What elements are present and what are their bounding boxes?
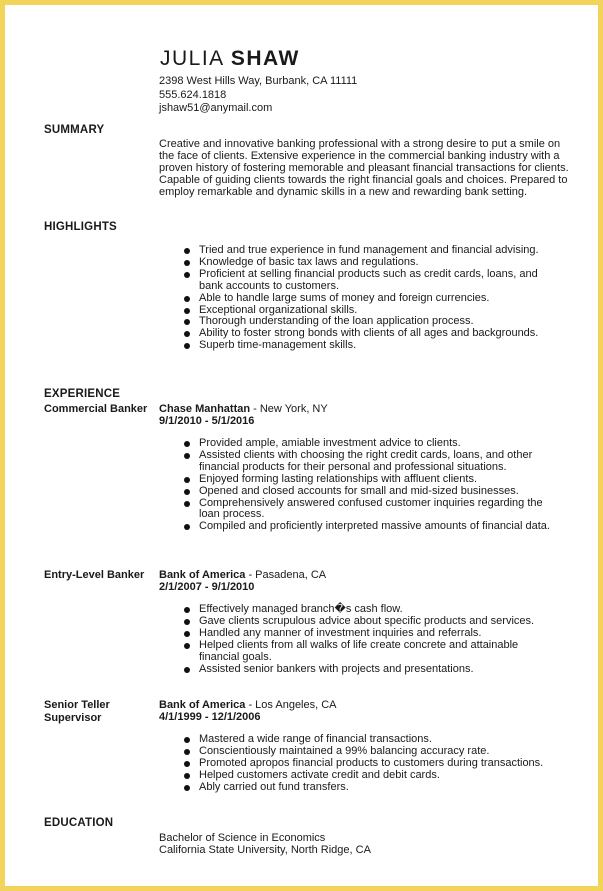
last-name: SHAW (230, 47, 300, 70)
job-duties-list (181, 734, 559, 794)
list-item: Compiled and proficiently interpreted massive amounts of financial data. (181, 521, 559, 533)
phone: 555.624.1818 (159, 88, 227, 101)
company-name: Bank of America (159, 569, 246, 581)
company-name: Bank of America (159, 699, 246, 711)
job-dates: 9/1/2010 - 5/1/2016 (159, 415, 255, 427)
list-item: Knowledge of basic tax laws and regulations. (181, 257, 559, 269)
highlights-heading: HIGHLIGHTS (44, 221, 117, 233)
job-location: - New York, NY (250, 403, 328, 415)
job-title: Entry-Level Banker (44, 569, 145, 581)
email: jshaw51@anymail.com (159, 102, 273, 114)
list-item: Tried and true experience in fund management and financial advising. (181, 245, 559, 257)
list-item: Proficient at selling financial products such as credit cards, loans, and bank accounts to customers. (181, 269, 559, 293)
list-item: Able to handle large sums of money and foreign currencies. (181, 293, 559, 305)
list-item: Ably carried out fund transfers. (181, 782, 559, 794)
list-item: Enjoyed forming lasting relationships with affluent clients. (181, 474, 559, 486)
list-item: Assisted senior bankers with projects and presentations. (181, 664, 559, 676)
school: California State University, North Ridge, CA (159, 844, 371, 856)
job-dates: 2/1/2007 - 9/1/2010 (159, 581, 255, 593)
list-item: Handled any manner of investment inquiries and referrals. (181, 628, 559, 640)
experience-heading: EXPERIENCE (44, 388, 121, 400)
list-item: Helped clients from all walks of life create concrete and attainable financial goals. (181, 640, 559, 664)
list-item: Assisted clients with choosing the right credit cards, loans, and other financial products for their personal and professional situations. (181, 450, 559, 474)
summary-text: Creative and innovative banking professional with a strong desire to put a smile on the face of clients. Extensive experience in the commercial banking industry with a proven history of fostering memorable and pleasant financial transactions for clients. Capable of guiding clients towards the right financial goals and choices. Prepared to employ remarkable and dynamic skills in a new and rewarding bank setting. (159, 138, 569, 198)
address: 2398 West Hills Way, Burbank, CA 11111 (159, 75, 358, 87)
list-item: Promoted apropos financial products to customers during transactions. (181, 758, 559, 770)
list-item: Effectively managed branch�s cash flow. (181, 604, 559, 616)
candidate-name (160, 47, 300, 71)
company-name: Chase Manhattan (159, 403, 251, 415)
highlights-list (181, 245, 559, 352)
job-title: Commercial Banker (44, 403, 148, 415)
job-duties-list (181, 438, 559, 533)
summary-heading: SUMMARY (44, 124, 105, 136)
resume-page (5, 5, 598, 886)
list-item: Opened and closed accounts for small and mid-sized businesses. (181, 486, 559, 498)
list-item: Helped customers activate credit and debit cards. (181, 770, 559, 782)
list-item: Superb time-management skills. (181, 340, 559, 352)
list-item: Comprehensively answered confused customer inquiries regarding the loan process. (181, 498, 559, 522)
list-item: Gave clients scrupulous advice about specific products and services. (181, 616, 559, 628)
first-name: JULIA (160, 47, 224, 70)
job-location: - Pasadena, CA (245, 569, 327, 581)
job-duties-list (181, 604, 559, 675)
list-item: Ability to foster strong bonds with clients of all ages and backgrounds. (181, 328, 559, 340)
contact-info (159, 75, 357, 116)
list-item: Exceptional organizational skills. (181, 305, 559, 317)
list-item: Provided ample, amiable investment advice to clients. (181, 438, 559, 450)
list-item: Mastered a wide range of financial transactions. (181, 734, 559, 746)
education-heading: EDUCATION (44, 817, 114, 829)
job-title: Senior Teller Supervisor (44, 699, 110, 724)
list-item: Thorough understanding of the loan application process. (181, 316, 559, 328)
job-location: - Los Angeles, CA (245, 699, 337, 711)
degree: Bachelor of Science in Economics (159, 832, 326, 844)
list-item: Conscientiously maintained a 99% balancing accuracy rate. (181, 746, 559, 758)
job-dates: 4/1/1999 - 12/1/2006 (159, 711, 261, 723)
